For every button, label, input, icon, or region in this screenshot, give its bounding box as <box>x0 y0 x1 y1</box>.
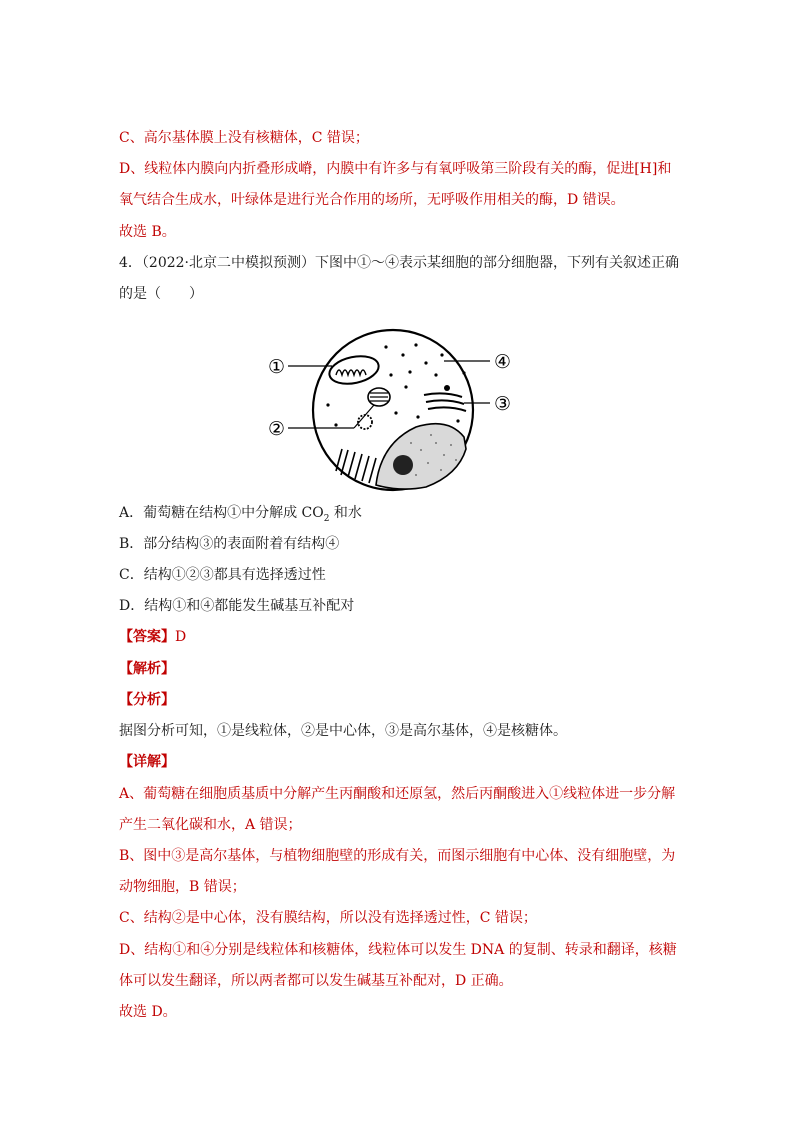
detail-a-line1: A、葡萄糖在细胞质基质中分解产生丙酮酸和还原氢，然后丙酮酸进入①线粒体进一步分解 <box>119 786 676 802</box>
detail-d-line1: D、结构①和④分别是线粒体和核糖体，线粒体可以发生 DNA 的复制、转录和翻译，核糖 <box>119 942 677 958</box>
organelle-figure <box>266 325 526 495</box>
answer-value: D <box>175 629 187 645</box>
answer-choice: 故选 D。 <box>119 1004 177 1020</box>
detail-b-line1: B、图中③是高尔基体，与植物细胞壁的形成有关，而图示细胞有中心体、没有细胞壁，为 <box>119 848 676 864</box>
option-b: B．部分结构③的表面附着有结构④ <box>119 536 340 552</box>
prev-explain-d-line1: D、线粒体内膜向内折叠形成嵴，内膜中有许多与有氧呼吸第三阶段有关的酶，促进[H]和 <box>119 161 672 177</box>
detail-heading: 【详解】 <box>119 754 175 770</box>
analysis-heading: 【解析】 <box>119 661 175 677</box>
option-d: D．结构①和④都能发生碱基互补配对 <box>119 598 355 614</box>
prev-explain-d-line2: 氧气结合生成水，叶绿体是进行光合作用的场所，无呼吸作用相关的酶，D 错误。 <box>119 192 625 208</box>
nucleolus <box>393 455 413 475</box>
answer-line: 【答案】D <box>119 629 187 645</box>
detail-b-line2: 动物细胞，B 错误； <box>119 879 246 895</box>
label-1: ① <box>268 356 286 378</box>
fenxi-text: 据图分析可知，①是线粒体，②是中心体，③是高尔基体，④是核糖体。 <box>119 723 567 739</box>
detail-d-line2: 体可以发生翻译，所以两者都可以发生碱基互补配对，D 正确。 <box>119 973 513 989</box>
detail-a-line2: 产生二氧化碳和水，A 错误； <box>119 817 302 833</box>
fenxi-heading: 【分析】 <box>119 692 175 708</box>
label-3: ③ <box>494 393 512 415</box>
golgi-vesicle <box>444 385 450 391</box>
option-a: A．葡萄糖在结构①中分解成 $CO_2$ 和水 <box>119 505 362 524</box>
centriole-b <box>358 415 372 429</box>
option-c: C．结构①②③都具有选择透过性 <box>119 567 326 583</box>
prev-explain-c: C、高尔基体膜上没有核糖体，C 错误； <box>119 130 369 146</box>
question-stem-line1: 4．（2022·北京二中模拟预测）下图中①～④表示某细胞的部分细胞器，下列有关叙述正确 <box>119 255 679 271</box>
label-4: ④ <box>494 351 512 373</box>
question-stem-line2: 的是（ ） <box>119 286 203 302</box>
label-2: ② <box>268 418 286 440</box>
detail-c: C、结构②是中心体，没有膜结构，所以没有选择透过性，C 错误； <box>119 910 537 926</box>
prev-answer-choice: 故选 B。 <box>119 224 176 240</box>
